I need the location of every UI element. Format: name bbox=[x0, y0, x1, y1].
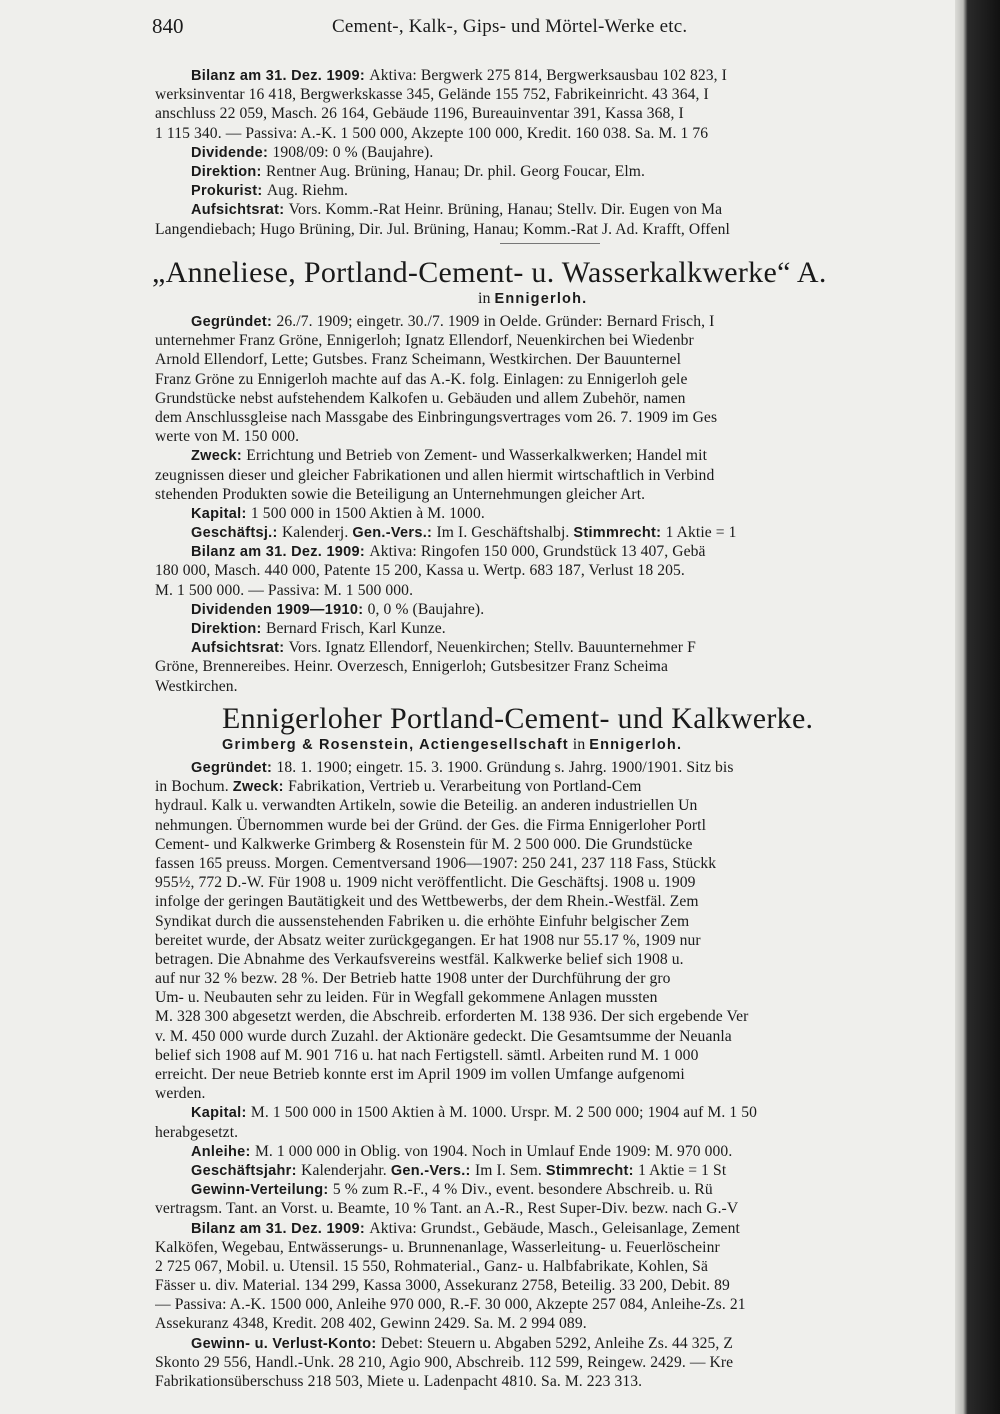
field-label: Gen.-Vers.: bbox=[390, 1162, 475, 1179]
text-line bbox=[155, 1353, 955, 1372]
text-line bbox=[155, 408, 955, 427]
text-line bbox=[155, 561, 955, 580]
field-text: Aktiva: Ringofen 150 000, Grundstück 13 407, Gebä bbox=[369, 543, 706, 561]
field-text: 1908/09: 0 % (Baujahre). bbox=[272, 143, 434, 161]
field-text: bereitet wurde, der Absatz weiter zurückgegangen. Er hat 1908 nur 55.17 %, 1909 nur bbox=[155, 931, 701, 949]
separator-rule bbox=[500, 243, 600, 244]
field-label: Gewinn-Verteilung: bbox=[191, 1182, 333, 1199]
text-line bbox=[155, 1334, 955, 1353]
field-label: Kapital: bbox=[191, 505, 251, 522]
field-label: Gegründet: bbox=[191, 314, 277, 330]
field-text: Aktiva: Grundst., Gebäude, Masch., Geleisanlage, Zement bbox=[369, 1219, 740, 1237]
text-line bbox=[155, 638, 955, 657]
field-text: stehenden Produkten sowie die Beteiligung an Unternehmungen gleicher Art. bbox=[155, 485, 646, 503]
text-line bbox=[155, 1027, 955, 1046]
field-label: Stimmrecht: bbox=[573, 525, 666, 542]
text-line bbox=[155, 758, 955, 777]
field-label: Prokurist: bbox=[191, 183, 267, 200]
field-text: belief sich 1908 auf M. 901 716 u. hat nach Fertigstell. sämtl. Arbeiten rund M. 1 000 bbox=[155, 1046, 699, 1064]
field-text: Bernard Frisch, Karl Kunze. bbox=[266, 620, 446, 637]
location-prefix: in bbox=[478, 290, 495, 307]
field-text: auf nur 32 % bezw. 28 %. Der Betrieb hatte 1908 unter der Durchführung der gro bbox=[155, 970, 671, 988]
field-label: Bilanz am 31. Dez. 1909: bbox=[191, 68, 370, 84]
text-line bbox=[155, 1276, 955, 1295]
text-line bbox=[155, 1103, 955, 1122]
field-text: M. 328 300 abgesetzt werden, die Abschreib. erforderten M. 138 936. Der sich ergebende Ver bbox=[155, 1008, 749, 1026]
field-text: nehmungen. Übernommen wurde bei der Gründ. der Ges. die Firma Ennigerloher Portl bbox=[155, 816, 707, 834]
field-text: Gröne, Brennereibes. Heinr. Overzesch, Ennigerloh; Gutsbesitzer Franz Scheima bbox=[155, 658, 669, 676]
text-line bbox=[155, 950, 955, 969]
field-text: Aug. Riehm. bbox=[266, 182, 349, 200]
text-line bbox=[155, 1219, 955, 1238]
field-text: 1 500 000 in 1500 Aktien à M. 1000. bbox=[250, 504, 485, 522]
text-line bbox=[155, 124, 955, 143]
field-text: 18. 1. 1900; eingetr. 15. 3. 1900. Gründung s. Jahrg. 1900/1901. Sitz bis bbox=[276, 759, 734, 776]
field-text: Kalenderjahr. bbox=[301, 1161, 391, 1179]
text-line bbox=[155, 600, 955, 619]
field-label: Aufsichtsrat: bbox=[191, 202, 289, 219]
field-text: Rentner Aug. Brüning, Hanau; Dr. phil. Georg Foucar, Elm. bbox=[266, 162, 645, 180]
text-line bbox=[155, 1123, 955, 1142]
field-text: Aktiva: Bergwerk 275 814, Bergwerksausbau 102 823, I bbox=[369, 67, 727, 84]
field-label: Direktion: bbox=[191, 163, 266, 180]
firm-location-place: Ennigerloh. bbox=[589, 737, 683, 753]
text-line bbox=[155, 542, 955, 561]
running-title: Cement-, Kalk-, Gips- und Mörtel-Werke etc. bbox=[332, 16, 688, 37]
field-text: Cement- und Kalkwerke Grimberg & Rosenstein für M. 2 500 000. Die Grundstücke bbox=[155, 835, 693, 853]
field-text: erreicht. Der neue Betrieb konnte erst im April 1909 im vollen Umfange aufgenomi bbox=[155, 1066, 685, 1083]
text-line bbox=[155, 873, 955, 892]
field-text: Westkirchen. bbox=[155, 677, 238, 695]
text-line bbox=[155, 1142, 955, 1161]
field-text: 0, 0 % (Baujahre). bbox=[367, 600, 485, 618]
text-line bbox=[155, 1257, 955, 1276]
field-text: herabgesetzt. bbox=[155, 1123, 239, 1141]
field-text: Vors. Komm.-Rat Heinr. Brüning, Hanau; Stellv. Dir. Eugen von Ma bbox=[288, 201, 723, 219]
company-title-ennigerloher: Ennigerloher Portland-Cement- und Kalkwerke. bbox=[222, 702, 814, 735]
field-text: Im I. Sem. bbox=[475, 1161, 546, 1179]
field-label: Anleihe: bbox=[191, 1143, 255, 1160]
text-line bbox=[155, 777, 955, 796]
book-gutter-edge bbox=[955, 0, 1000, 1414]
text-line bbox=[155, 657, 955, 676]
field-label: Zweck: bbox=[232, 779, 289, 796]
field-text: Langendiebach; Hugo Brüning, Dir. Jul. Brüning, Hanau; Komm.-Rat J. Ad. Krafft, Offenl bbox=[155, 220, 730, 238]
text-line bbox=[155, 1295, 955, 1314]
field-text: 180 000, Masch. 440 000, Patente 15 200, Kassa u. Wertp. 683 187, Verlust 18 205. bbox=[155, 562, 685, 580]
field-text: werden. bbox=[155, 1085, 206, 1103]
text-line bbox=[155, 854, 955, 873]
field-text: 2 725 067, Mobil. u. Utensil. 15 550, Rohmaterial., Ganz- u. Halbfabrikate, Kohlen, Sä bbox=[155, 1257, 708, 1275]
text-line bbox=[155, 523, 955, 542]
field-text: Fässer u. div. Material. 134 299, Kassa 3000, Assekuranz 2758, Beteilig. 33 200, Debit. 89 bbox=[155, 1277, 730, 1295]
text-line bbox=[155, 1007, 955, 1026]
text-line bbox=[155, 466, 955, 485]
location-place: Ennigerloh. bbox=[494, 291, 588, 307]
field-label: Direktion: bbox=[191, 621, 266, 637]
text-line bbox=[155, 200, 955, 219]
text-line bbox=[155, 969, 955, 988]
text-line bbox=[155, 104, 955, 123]
field-label: Dividende: bbox=[191, 144, 273, 161]
field-text: fassen 165 preuss. Morgen. Cementversand 1906—1907: 250 241, 237 118 Fass, Stückk bbox=[155, 854, 717, 872]
text-line bbox=[155, 485, 955, 504]
field-text: 955½, 772 D.-W. Für 1908 u. 1909 nicht veröffentlicht. Die Geschäftsj. 1908 u. 1909 bbox=[155, 874, 696, 892]
text-line bbox=[155, 504, 955, 523]
text-line bbox=[155, 427, 955, 446]
field-label: Bilanz am 31. Dez. 1909: bbox=[191, 544, 370, 561]
field-text: Kalenderj. bbox=[281, 524, 353, 542]
section-anneliese bbox=[155, 312, 955, 696]
text-line bbox=[155, 331, 955, 350]
company-location-anneliese bbox=[478, 290, 587, 308]
text-line bbox=[155, 350, 955, 369]
text-line bbox=[155, 220, 955, 239]
section-bergwerk bbox=[155, 66, 955, 239]
field-text: in Bochum. bbox=[155, 778, 233, 796]
field-text: 26./7. 1909; eingetr. 30./7. 1909 in Oelde. Gründer: Bernard Frisch, I bbox=[276, 313, 715, 330]
text-line bbox=[155, 85, 955, 104]
field-label: Gegründet: bbox=[191, 760, 277, 776]
field-text: dem Anschlussgleise nach Massgabe des Einbringungsvertrages vom 26. 7. 1909 im Ges bbox=[155, 408, 718, 426]
field-text: M. 1 500 000. — Passiva: M. 1 500 000. bbox=[155, 581, 414, 599]
text-line bbox=[155, 143, 955, 162]
field-text: werte von M. 150 000. bbox=[155, 428, 300, 446]
text-line bbox=[155, 912, 955, 931]
field-text: Vors. Ignatz Ellendorf, Neuenkirchen; Stellv. Bauunternehmer F bbox=[288, 639, 696, 657]
field-text: anschluss 22 059, Masch. 26 164, Gebäude 1196, Bureauinventar 391, Kassa 368, I bbox=[155, 105, 684, 123]
firm-name: Grimberg & Rosenstein, Actiengesellschaft bbox=[222, 737, 569, 753]
field-text: werksinventar 16 418, Bergwerkskasse 345, Gelände 155 752, Fabrikeinricht. 43 364, I bbox=[155, 86, 709, 104]
field-label: Geschäftsj.: bbox=[191, 525, 282, 542]
text-line bbox=[155, 1199, 955, 1218]
text-line bbox=[155, 931, 955, 950]
text-line bbox=[155, 1161, 955, 1180]
text-line bbox=[155, 1372, 955, 1391]
field-text: unternehmer Franz Gröne, Ennigerloh; Ignatz Ellendorf, Neuenkirchen bei Wiedenbr bbox=[155, 332, 694, 350]
field-label: Kapital: bbox=[191, 1105, 251, 1122]
text-line bbox=[155, 892, 955, 911]
field-text: Kalköfen, Wegebau, Entwässerungs- u. Brunnenanlage, Wasserleitung- u. Feuerlöscheinr bbox=[155, 1238, 720, 1256]
text-line bbox=[155, 181, 955, 200]
field-text: 5 % zum R.-F., 4 % Div., event. besondere Abschreib. u. Rü bbox=[332, 1181, 713, 1199]
text-line bbox=[155, 1065, 955, 1084]
field-label: Zweck: bbox=[191, 448, 247, 465]
text-line bbox=[155, 312, 955, 331]
field-text: Um- u. Neubauten sehr zu leiden. Für in Wegfall gekommene Anlagen mussten bbox=[155, 989, 658, 1007]
text-line bbox=[155, 66, 955, 85]
field-text: Grundstücke nebst aufstehendem Kalkofen u. Gebäuden und allem Zubehör, namen bbox=[155, 389, 686, 407]
text-line bbox=[155, 677, 955, 696]
field-text: Assekuranz 4348, Kredit. 208 402, Gewinn 2429. Sa. M. 2 994 089. bbox=[155, 1315, 587, 1333]
text-line bbox=[155, 162, 955, 181]
field-text: hydraul. Kalk u. verwandten Artikeln, sowie die Beteilig. an anderen industriellen Un bbox=[155, 797, 698, 815]
section-ennigerloher bbox=[155, 758, 955, 1391]
text-line bbox=[155, 619, 955, 638]
field-text: Fabrikationsüberschuss 218 503, Miete u. Ladenpacht 4810. Sa. M. 223 313. bbox=[155, 1373, 643, 1390]
field-text: zeugnissen dieser und gleicher Fabrikationen und allen hiermit wirtschaftlich in Verbind bbox=[155, 466, 715, 484]
field-text: Debet: Steuern u. Abgaben 5292, Anleihe Zs. 44 325, Z bbox=[380, 1334, 734, 1352]
field-text: Arnold Ellendorf, Lette; Gutsbes. Franz Scheimann, Westkirchen. Der Bauunternel bbox=[155, 351, 682, 369]
text-line bbox=[155, 581, 955, 600]
field-text: Im I. Geschäftshalbj. bbox=[436, 524, 574, 542]
field-label: Aufsichtsrat: bbox=[191, 640, 289, 657]
field-label: Dividenden 1909—1910: bbox=[191, 601, 368, 618]
text-line bbox=[155, 816, 955, 835]
field-text: v. M. 450 000 wurde durch Zuzahl. der Aktionäre gedeckt. Die Gesamtsumme der Neuanla bbox=[155, 1027, 732, 1045]
field-label: Geschäftsjahr: bbox=[191, 1162, 302, 1179]
field-text: Skonto 29 556, Handl.-Unk. 28 210, Agio 900, Abschreib. 112 599, Reingew. 2429. — Kre bbox=[155, 1353, 734, 1371]
field-text: Errichtung und Betrieb von Zement- und Wasserkalkwerken; Handel mit bbox=[246, 447, 708, 465]
field-text: Fabrikation, Vertrieb u. Verarbeitung von Portland-Cem bbox=[288, 778, 642, 796]
company-title-anneliese: „Anneliese, Portland-Cement- u. Wasserkalkwerke“ A. bbox=[152, 256, 827, 289]
field-text: M. 1 500 000 in 1500 Aktien à M. 1000. Urspr. M. 2 500 000; 1904 auf M. 1 50 bbox=[250, 1104, 758, 1122]
field-text: infolge der geringen Bautätigkeit und des Wettbewerbs, der dem Rhein.-Westfäl. Zem bbox=[155, 893, 699, 911]
field-text: Syndikat durch die aussenstehenden Fabriken u. die erhöhte Einfuhr belgischer Zem bbox=[155, 912, 690, 930]
field-text: Franz Gröne zu Ennigerloh machte auf das A.-K. folg. Einlagen: zu Ennigerloh gele bbox=[155, 370, 688, 388]
field-label: Gen.-Vers.: bbox=[352, 525, 437, 542]
field-label: Stimmrecht: bbox=[545, 1162, 639, 1179]
text-line bbox=[155, 835, 955, 854]
field-text: betragen. Die Abnahme des Verkaufsvereins westfäl. Kalkwerke belief sich 1908 u. bbox=[155, 950, 684, 968]
field-label: Bilanz am 31. Dez. 1909: bbox=[191, 1220, 370, 1237]
text-line bbox=[155, 1314, 955, 1333]
field-text: 1 115 340. — Passiva: A.-K. 1 500 000, Akzepte 100 000, Kredit. 160 038. Sa. M. 1 76 bbox=[155, 124, 709, 142]
field-text: vertragsm. Tant. an Vorst. u. Beamte, 10 % Tant. an A.-R., Rest Super-Div. bezw. nach G.-V bbox=[155, 1200, 739, 1218]
firm-location-prefix: in bbox=[568, 736, 590, 753]
text-line bbox=[155, 1084, 955, 1103]
field-text: 1 Aktie = 1 bbox=[665, 524, 737, 542]
field-text: 1 Aktie = 1 St bbox=[638, 1161, 727, 1179]
field-text: M. 1 000 000 in Oblig. von 1904. Noch in Umlauf Ende 1909: M. 970 000. bbox=[254, 1142, 733, 1160]
text-line bbox=[155, 1238, 955, 1257]
page-number: 840 bbox=[152, 14, 184, 38]
text-line bbox=[155, 796, 955, 815]
page-header bbox=[152, 14, 952, 44]
company-firm-ennigerloher bbox=[222, 736, 682, 754]
field-label: Gewinn- u. Verlust-Konto: bbox=[191, 1335, 381, 1352]
text-line bbox=[155, 446, 955, 465]
field-text: — Passiva: A.-K. 1500 000, Anleihe 970 000, R.-F. 30 000, Akzepte 257 084, Anleihe-Zs. 21 bbox=[155, 1296, 746, 1314]
text-line bbox=[155, 370, 955, 389]
text-line bbox=[155, 389, 955, 408]
text-line bbox=[155, 1046, 955, 1065]
text-line bbox=[155, 988, 955, 1007]
text-line bbox=[155, 1180, 955, 1199]
